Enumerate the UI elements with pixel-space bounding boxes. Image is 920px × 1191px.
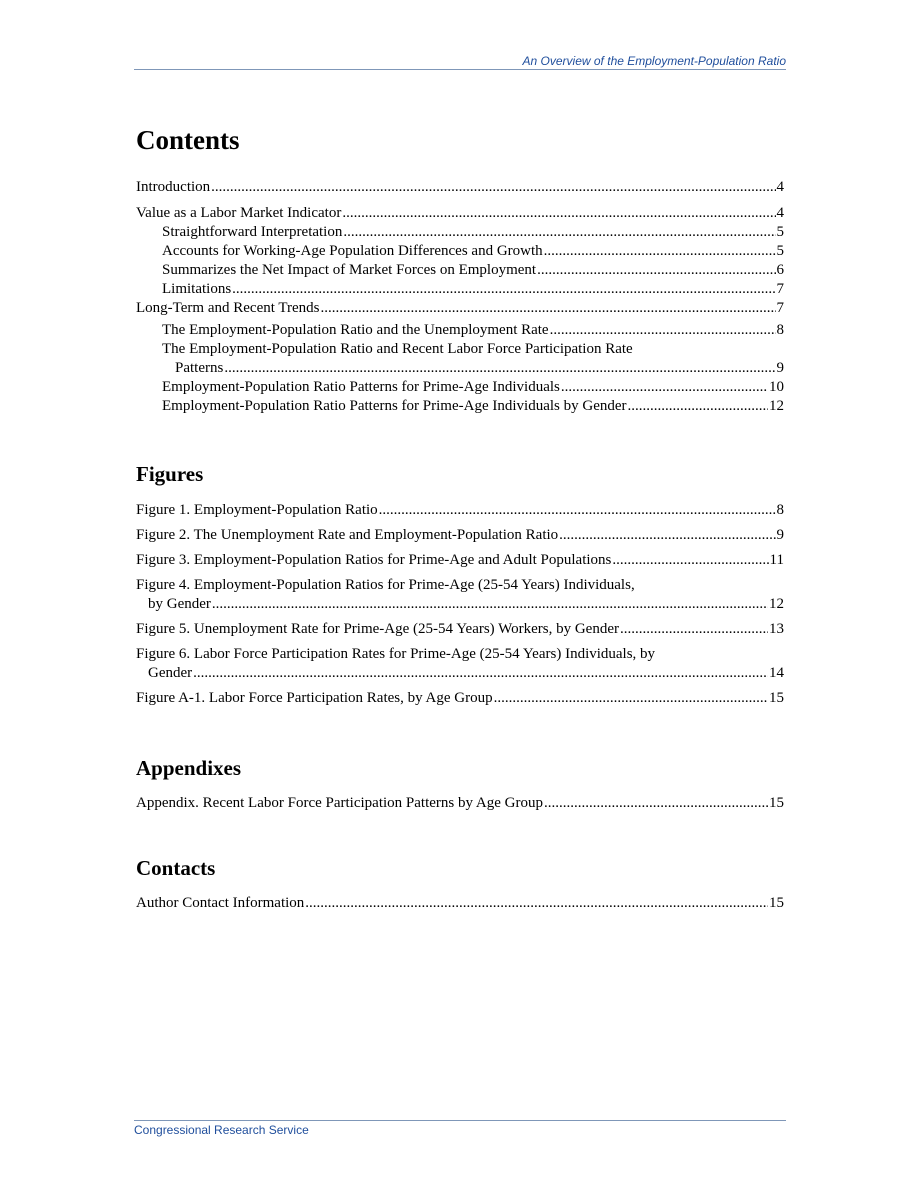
figure-entry-page: 11 xyxy=(769,552,784,568)
dot-leader xyxy=(544,794,768,813)
dot-leader xyxy=(212,595,768,614)
figure-entry-page: 9 xyxy=(776,527,784,543)
dot-leader xyxy=(537,261,775,280)
dot-leader xyxy=(544,242,776,261)
figure-entry-3[interactable] xyxy=(136,551,784,570)
figure-entry-label-line2: Gender xyxy=(148,665,193,681)
dot-leader xyxy=(343,223,775,242)
toc-entry-trends[interactable] xyxy=(136,299,784,318)
toc-entry-page: 8 xyxy=(776,322,784,338)
figure-entry-a1[interactable] xyxy=(136,689,784,708)
running-footer xyxy=(134,1120,786,1137)
toc-entry-value-indicator[interactable] xyxy=(136,204,784,223)
figure-entry-page: 12 xyxy=(769,596,784,612)
toc-entry-unemployment-rate[interactable] xyxy=(136,321,784,340)
toc-entry-label: Accounts for Working-Age Population Differences and Growth xyxy=(162,243,543,259)
dot-leader xyxy=(321,299,776,318)
toc-entry-lfpr-patterns[interactable] xyxy=(136,340,784,378)
figure-entry-page: 8 xyxy=(776,502,784,518)
footer-text: Congressional Research Service xyxy=(134,1123,309,1137)
toc-entry-page: 7 xyxy=(776,300,784,316)
contacts-heading: Contacts xyxy=(136,856,216,880)
dot-leader xyxy=(550,321,776,340)
contents-heading: Contents xyxy=(136,125,240,155)
toc-entry-label: Employment-Population Ratio Patterns for Prime-Age Individuals by Gender xyxy=(162,398,627,414)
toc-entry-page: 5 xyxy=(776,224,784,240)
dot-leader xyxy=(612,551,768,570)
toc-entry-label-line1: The Employment-Population Ratio and Recent Labor Force Participation Rate xyxy=(162,341,633,357)
figure-entry-label: Figure 5. Unemployment Rate for Prime-Age (25-54 Years) Workers, by Gender xyxy=(136,621,619,637)
toc-entry-label: Summarizes the Net Impact of Market Forces on Employment xyxy=(162,262,537,278)
contacts-list xyxy=(136,894,784,913)
toc-entry-label: The Employment-Population Ratio and the Unemployment Rate xyxy=(162,322,549,338)
toc-entry-label: Limitations xyxy=(162,281,232,297)
toc-entry-page: 7 xyxy=(776,281,784,297)
toc-entry-page: 5 xyxy=(776,243,784,259)
figure-entry-page: 13 xyxy=(769,621,784,637)
appendix-entry-page: 15 xyxy=(769,795,784,811)
contact-entry-label: Author Contact Information xyxy=(136,895,305,911)
figure-entry-label: Figure 1. Employment-Population Ratio xyxy=(136,502,378,518)
dot-leader xyxy=(305,894,768,913)
figure-entry-label: Figure A-1. Labor Force Participation Rates, by Age Group xyxy=(136,690,493,706)
toc-entry-label: Value as a Labor Market Indicator xyxy=(136,205,342,221)
figure-entry-5[interactable] xyxy=(136,620,784,639)
figure-entry-4[interactable] xyxy=(136,576,784,614)
toc-entry-label-line2: Patterns xyxy=(175,360,224,376)
figure-entry-label-line1: Figure 4. Employment-Population Ratios for Prime-Age (25-54 Years) Individuals, xyxy=(136,577,635,593)
toc-entry-page: 9 xyxy=(776,360,784,376)
toc-entry-page: 4 xyxy=(776,205,784,221)
appendixes-heading: Appendixes xyxy=(136,756,242,780)
dot-leader xyxy=(561,378,768,397)
toc-entry-page: 12 xyxy=(769,398,784,414)
contents-list xyxy=(136,178,784,416)
appendixes-list xyxy=(136,794,784,813)
dot-leader xyxy=(224,359,775,378)
dot-leader xyxy=(559,526,775,545)
dot-leader xyxy=(193,664,768,683)
appendix-entry-label: Appendix. Recent Labor Force Participation Patterns by Age Group xyxy=(136,795,543,811)
figure-entry-1[interactable] xyxy=(136,501,784,520)
figure-entry-label: Figure 3. Employment-Population Ratios for Prime-Age and Adult Populations xyxy=(136,552,612,568)
toc-entry-label: Introduction xyxy=(136,179,211,195)
header-title: An Overview of the Employment-Population Ratio xyxy=(522,54,786,68)
toc-entry-label: Long-Term and Recent Trends xyxy=(136,300,320,316)
figure-entry-page: 14 xyxy=(769,665,784,681)
dot-leader xyxy=(342,204,775,223)
toc-entry-prime-age[interactable] xyxy=(136,378,784,397)
toc-entry-straightforward[interactable] xyxy=(136,223,784,242)
figure-entry-page: 15 xyxy=(769,690,784,706)
contact-entry-page: 15 xyxy=(769,895,784,911)
toc-entry-limitations[interactable] xyxy=(136,280,784,299)
toc-entry-label: Straightforward Interpretation xyxy=(162,224,343,240)
dot-leader xyxy=(494,689,768,708)
dot-leader xyxy=(620,620,768,639)
figures-list xyxy=(136,501,784,708)
dot-leader xyxy=(628,397,768,416)
contact-entry[interactable] xyxy=(136,894,784,913)
figure-entry-2[interactable] xyxy=(136,526,784,545)
toc-entry-label: Employment-Population Ratio Patterns for Prime-Age Individuals xyxy=(162,379,560,395)
toc-entry-working-age[interactable] xyxy=(136,242,784,261)
running-header xyxy=(134,54,786,70)
toc-entry-introduction[interactable] xyxy=(136,178,784,197)
appendix-entry[interactable] xyxy=(136,794,784,813)
figure-entry-label-line2: by Gender xyxy=(148,596,211,612)
toc-entry-page: 10 xyxy=(769,379,784,395)
dot-leader xyxy=(211,178,775,197)
figures-heading: Figures xyxy=(136,462,204,486)
toc-entry-prime-age-gender[interactable] xyxy=(136,397,784,416)
dot-leader xyxy=(232,280,775,299)
dot-leader xyxy=(379,501,776,520)
figure-entry-label-line1: Figure 6. Labor Force Participation Rates for Prime-Age (25-54 Years) Individuals, by xyxy=(136,646,656,662)
figure-entry-6[interactable] xyxy=(136,645,784,683)
toc-entry-page: 4 xyxy=(776,179,784,195)
toc-entry-net-impact[interactable] xyxy=(136,261,784,280)
toc-entry-page: 6 xyxy=(776,262,784,278)
figure-entry-label: Figure 2. The Unemployment Rate and Employment-Population Ratio xyxy=(136,527,559,543)
